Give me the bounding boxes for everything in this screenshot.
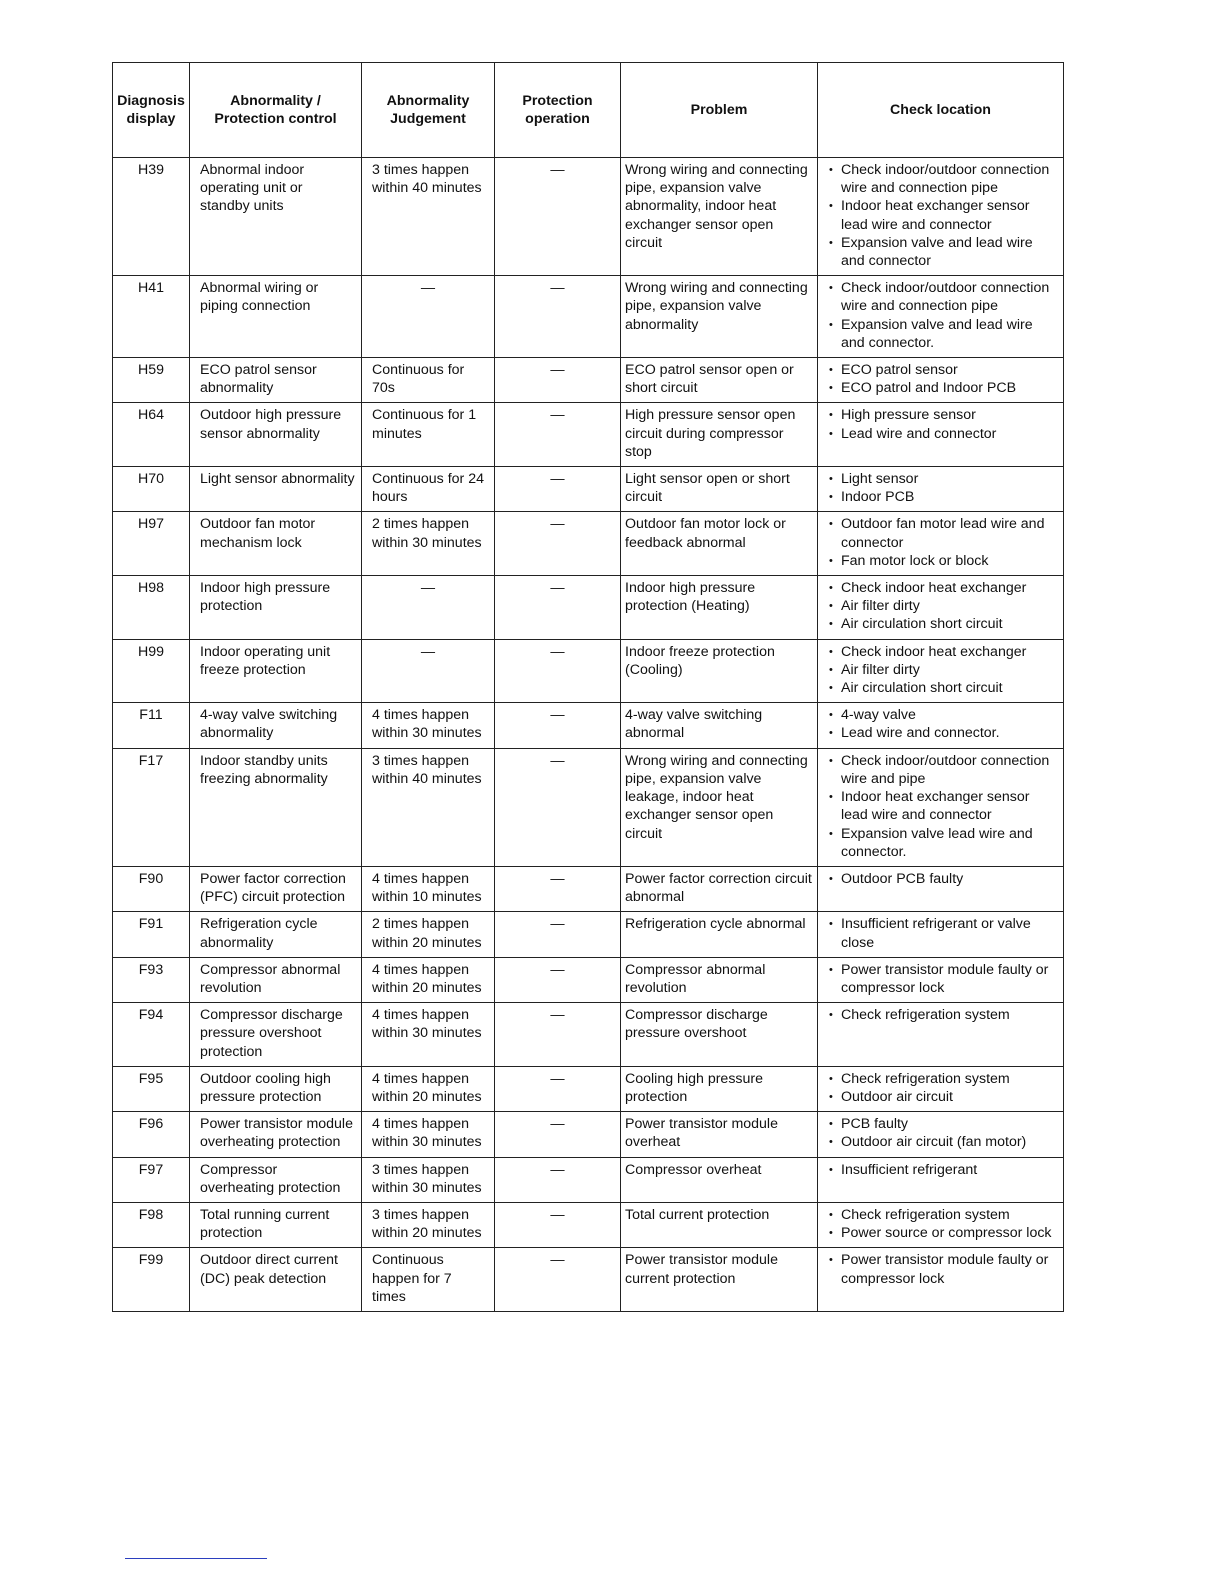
problem-cell: Outdoor fan motor lock or feedback abnormal [621,512,818,576]
abnormality-cell: Indoor operating unit freeze protection [190,639,362,703]
check-list [828,643,1057,698]
problem-cell: Compressor discharge pressure overshoot [621,1003,818,1067]
check-location-cell [818,576,1064,640]
diagnosis-code: F98 [113,1202,190,1247]
check-list [828,915,1057,951]
footer-underline [125,1558,267,1559]
check-item: • Power transistor module faulty or compressor lock [828,1251,1057,1287]
problem-cell: Wrong wiring and connecting pipe, expansion valve leakage, indoor heat exchanger sensor open circuit [621,748,818,866]
protection-cell: — [495,512,621,576]
diagnosis-code: F96 [113,1112,190,1157]
table-row [113,512,1064,576]
problem-cell: Power transistor module overheat [621,1112,818,1157]
protection-cell: — [495,276,621,358]
protection-cell: — [495,403,621,467]
judgement-cell: — [362,276,495,358]
judgement-cell: 4 times happen within 20 minutes [362,957,495,1002]
check-item: • Outdoor air circuit [828,1088,1057,1106]
problem-cell: Compressor overheat [621,1157,818,1202]
check-list [828,361,1057,397]
check-list [828,1251,1057,1287]
check-item: • Check indoor/outdoor connection wire and connection pipe [828,161,1057,197]
problem-cell: Wrong wiring and connecting pipe, expansion valve abnormality [621,276,818,358]
abnormality-cell: Indoor standby units freezing abnormality [190,748,362,866]
diagnosis-code: H97 [113,512,190,576]
abnormality-cell: Compressor discharge pressure overshoot protection [190,1003,362,1067]
check-item: • Insufficient refrigerant or valve close [828,915,1057,951]
diagnosis-code: H70 [113,467,190,512]
abnormality-cell: Outdoor fan motor mechanism lock [190,512,362,576]
protection-cell: — [495,358,621,403]
table-row [113,276,1064,358]
diagnosis-code: H99 [113,639,190,703]
protection-cell: — [495,866,621,911]
abnormality-cell: Light sensor abnormality [190,467,362,512]
protection-cell: — [495,467,621,512]
protection-cell: — [495,1202,621,1247]
judgement-cell: Continuous happen for 7 times [362,1248,495,1312]
diagnosis-code: F11 [113,703,190,748]
protection-cell: — [495,1157,621,1202]
header-abnormality: Abnormality / Protection control [190,63,362,158]
check-item: • Indoor PCB [828,488,1057,506]
abnormality-cell: 4-way valve switching abnormality [190,703,362,748]
abnormality-cell: Outdoor high pressure sensor abnormality [190,403,362,467]
check-item: • Fan motor lock or block [828,552,1057,570]
diagnosis-code: H64 [113,403,190,467]
problem-cell: Power transistor module current protection [621,1248,818,1312]
check-item: • Power transistor module faulty or compressor lock [828,961,1057,997]
check-location-cell [818,276,1064,358]
check-item: • Outdoor air circuit (fan motor) [828,1133,1057,1151]
table-row [113,1066,1064,1111]
table-row [113,158,1064,276]
problem-cell: Wrong wiring and connecting pipe, expansion valve abnormality, indoor heat exchanger sensor open circuit [621,158,818,276]
check-location-cell [818,158,1064,276]
check-item: • Indoor heat exchanger sensor lead wire and connector [828,197,1057,233]
check-location-cell [818,1003,1064,1067]
protection-cell: — [495,703,621,748]
check-item: • ECO patrol and Indoor PCB [828,379,1057,397]
check-item: • Indoor heat exchanger sensor lead wire and connector [828,788,1057,824]
diagnosis-table [112,62,1064,1312]
check-item: • Air filter dirty [828,597,1057,615]
problem-cell: ECO patrol sensor open or short circuit [621,358,818,403]
abnormality-cell: Total running current protection [190,1202,362,1247]
judgement-cell: 3 times happen within 30 minutes [362,1157,495,1202]
check-list [828,579,1057,634]
judgement-cell: 4 times happen within 20 minutes [362,1066,495,1111]
protection-cell: — [495,158,621,276]
check-list [828,1070,1057,1106]
diagnosis-code: F91 [113,912,190,957]
check-location-cell [818,1202,1064,1247]
check-item: • Check refrigeration system [828,1070,1057,1088]
header-diagnosis-display: Diagnosis display [113,63,190,158]
check-item: • Power source or compressor lock [828,1224,1057,1242]
table-body [113,158,1064,1312]
abnormality-cell: Refrigeration cycle abnormality [190,912,362,957]
check-list [828,515,1057,570]
check-location-cell [818,403,1064,467]
check-list [828,706,1057,742]
table-row [113,403,1064,467]
judgement-cell: 4 times happen within 30 minutes [362,703,495,748]
check-item: • Air circulation short circuit [828,615,1057,633]
abnormality-cell: Indoor high pressure protection [190,576,362,640]
diagnosis-code: F17 [113,748,190,866]
check-location-cell [818,467,1064,512]
problem-cell: Refrigeration cycle abnormal [621,912,818,957]
judgement-cell: — [362,576,495,640]
judgement-cell: — [362,639,495,703]
check-list [828,752,1057,861]
protection-cell: — [495,1112,621,1157]
judgement-cell: 4 times happen within 10 minutes [362,866,495,911]
diagnosis-code: F94 [113,1003,190,1067]
table-row [113,1202,1064,1247]
problem-cell: Indoor high pressure protection (Heating) [621,576,818,640]
check-list [828,1115,1057,1151]
table-row [113,576,1064,640]
table-row [113,358,1064,403]
problem-cell: Light sensor open or short circuit [621,467,818,512]
check-location-cell [818,866,1064,911]
check-item: • PCB faulty [828,1115,1057,1133]
judgement-cell: Continuous for 24 hours [362,467,495,512]
check-item: • Check indoor/outdoor connection wire and connection pipe [828,279,1057,315]
check-location-cell [818,1066,1064,1111]
judgement-cell: 2 times happen within 30 minutes [362,512,495,576]
check-location-cell [818,703,1064,748]
table-row [113,866,1064,911]
protection-cell: — [495,1003,621,1067]
diagnosis-code: F90 [113,866,190,911]
check-item: • 4-way valve [828,706,1057,724]
table-row [113,1248,1064,1312]
check-item: • Air circulation short circuit [828,679,1057,697]
check-list [828,1206,1057,1242]
diagnosis-code: F93 [113,957,190,1002]
problem-cell: Total current protection [621,1202,818,1247]
check-list [828,1161,1057,1179]
header-row [113,63,1064,158]
check-item: • Expansion valve and lead wire and connector. [828,316,1057,352]
judgement-cell: 4 times happen within 30 minutes [362,1112,495,1157]
check-item: • Lead wire and connector [828,425,1057,443]
abnormality-cell: Outdoor direct current (DC) peak detection [190,1248,362,1312]
check-list [828,406,1057,442]
abnormality-cell: Power transistor module overheating protection [190,1112,362,1157]
judgement-cell: 2 times happen within 20 minutes [362,912,495,957]
table-row [113,957,1064,1002]
check-location-cell [818,1157,1064,1202]
judgement-cell: Continuous for 1 minutes [362,403,495,467]
protection-cell: — [495,1066,621,1111]
table-row [113,639,1064,703]
judgement-cell: Continuous for 70s [362,358,495,403]
problem-cell: Compressor abnormal revolution [621,957,818,1002]
check-location-cell [818,1248,1064,1312]
judgement-cell: 4 times happen within 30 minutes [362,1003,495,1067]
check-item: • Expansion valve and lead wire and connector [828,234,1057,270]
diagnosis-code: H98 [113,576,190,640]
protection-cell: — [495,1248,621,1312]
check-location-cell [818,1112,1064,1157]
abnormality-cell: Compressor abnormal revolution [190,957,362,1002]
abnormality-cell: Compressor overheating protection [190,1157,362,1202]
diagnosis-code: F97 [113,1157,190,1202]
table-row [113,1112,1064,1157]
table-row [113,703,1064,748]
problem-cell: Indoor freeze protection (Cooling) [621,639,818,703]
header-problem: Problem [621,63,818,158]
check-item: • Check refrigeration system [828,1206,1057,1224]
check-list [828,279,1057,352]
check-item: • Check indoor/outdoor connection wire and pipe [828,752,1057,788]
abnormality-cell: Outdoor cooling high pressure protection [190,1066,362,1111]
header-protection-operation: Protection operation [495,63,621,158]
check-item: • Outdoor PCB faulty [828,870,1057,888]
problem-cell: 4-way valve switching abnormal [621,703,818,748]
diagnosis-table-container [112,62,1063,1312]
check-list [828,1006,1057,1024]
check-list [828,870,1057,888]
check-item: • ECO patrol sensor [828,361,1057,379]
problem-cell: Cooling high pressure protection [621,1066,818,1111]
diagnosis-code: F99 [113,1248,190,1312]
check-item: • Check indoor heat exchanger [828,579,1057,597]
table-row [113,912,1064,957]
header-judgement: Abnormality Judgement [362,63,495,158]
diagnosis-code: H41 [113,276,190,358]
protection-cell: — [495,957,621,1002]
check-item: • Light sensor [828,470,1057,488]
check-location-cell [818,358,1064,403]
check-item: • Expansion valve lead wire and connector. [828,825,1057,861]
problem-cell: Power factor correction circuit abnormal [621,866,818,911]
judgement-cell: 3 times happen within 40 minutes [362,158,495,276]
check-location-cell [818,639,1064,703]
abnormality-cell: Abnormal wiring or piping connection [190,276,362,358]
diagnosis-code: F95 [113,1066,190,1111]
table-row [113,748,1064,866]
check-list [828,161,1057,270]
protection-cell: — [495,912,621,957]
check-item: • Outdoor fan motor lead wire and connector [828,515,1057,551]
abnormality-cell: ECO patrol sensor abnormality [190,358,362,403]
check-location-cell [818,912,1064,957]
protection-cell: — [495,639,621,703]
protection-cell: — [495,576,621,640]
check-location-cell [818,748,1064,866]
judgement-cell: 3 times happen within 20 minutes [362,1202,495,1247]
check-list [828,470,1057,506]
table-row [113,467,1064,512]
abnormality-cell: Power factor correction (PFC) circuit protection [190,866,362,911]
check-location-cell [818,512,1064,576]
diagnosis-code: H59 [113,358,190,403]
header-check-location: Check location [818,63,1064,158]
problem-cell: High pressure sensor open circuit during compressor stop [621,403,818,467]
check-item: • High pressure sensor [828,406,1057,424]
check-list [828,961,1057,997]
judgement-cell: 3 times happen within 40 minutes [362,748,495,866]
check-item: • Insufficient refrigerant [828,1161,1057,1179]
check-item: • Check indoor heat exchanger [828,643,1057,661]
check-item: • Lead wire and connector. [828,724,1057,742]
check-item: • Check refrigeration system [828,1006,1057,1024]
table-row [113,1157,1064,1202]
check-location-cell [818,957,1064,1002]
abnormality-cell: Abnormal indoor operating unit or standby units [190,158,362,276]
protection-cell: — [495,748,621,866]
diagnosis-code: H39 [113,158,190,276]
table-row [113,1003,1064,1067]
check-item: • Air filter dirty [828,661,1057,679]
